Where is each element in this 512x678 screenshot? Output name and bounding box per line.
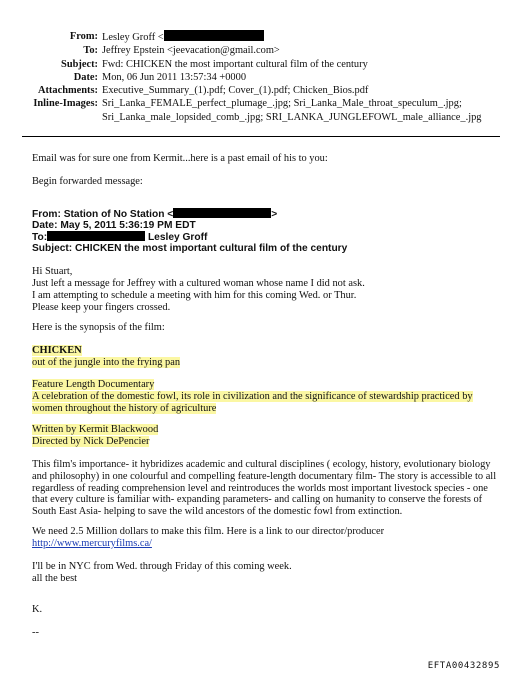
header-inline-images-row [14,97,500,124]
forwarded-header [32,208,347,254]
nyc-line: I'll be in NYC from Wed. through Friday of this coming week. [32,561,292,572]
greeting: Hi Stuart, [32,266,73,277]
header-date-value: Mon, 06 Jun 2011 13:57:34 +0000 [102,71,247,83]
email-header [14,30,500,124]
forwarded-date-row [32,221,347,232]
redaction-bar [47,231,145,241]
film-title: CHICKEN [32,345,82,356]
importance-line: that every culture is familiar with- expanding parameters- and calling on humanity to conserve the forests of [32,494,483,506]
directed-by: Directed by Nick DePencier [32,435,150,447]
forwarded-to-label: To: [32,232,48,244]
header-inline-images-line2: Sri_Lanka_male_lopsided_comb_.jpg; SRI_LANKA_JUNGLEFOWL_male_alliance_.jpg [102,111,482,123]
header-attachments-value: Executive_Summary_(1).pdf; Cover_(1).pdf; Chicken_Bios.pdf [102,85,369,97]
header-date-label: Date: [73,71,98,83]
mercury-films-link[interactable]: http://www.mercuryfilms.ca/ [32,537,152,549]
header-attachments-label: Attachments: [37,85,98,97]
header-from-row [14,30,500,44]
forwarded-date-value: May 5, 2011 5:36:19 PM EDT [60,219,196,231]
intro-paragraph-line: I am attempting to schedule a meeting with him for this coming Wed. or Thur. [32,289,357,301]
intro-line: Email was for sure one from Kermit...here is a past email of his to you: [32,153,328,164]
film-title-block [32,345,180,369]
importance-paragraph [32,459,496,518]
forwarded-from-value: Station of No Station < [63,209,174,220]
funding-paragraph [32,526,384,550]
header-divider [22,136,500,137]
intro-paragraph-line: Please keep your fingers crossed. [32,301,171,313]
written-by: Written by Kermit Blackwood [32,424,159,435]
film-description-line: women throughout the history of agriculture [32,402,217,414]
forwarded-date-label: Date: [32,219,58,231]
header-inline-images-label: Inline-Images: [33,98,98,110]
film-description-block [32,379,473,414]
header-attachments-row [14,84,500,97]
film-description-line: A celebration of the domestic fowl, its role in civilization and the significance of stewardship practiced by [32,390,473,402]
header-inline-images-line1: Sri_Lanka_FEMALE_perfect_plumage_.jpg; Sri_Lanka_Male_throat_speculum_.jpg; [102,98,462,110]
signature-initial: K. [32,604,43,615]
header-subject-value: Fwd: CHICKEN the most important cultural film of the century [102,58,368,70]
nyc-paragraph [32,561,292,585]
header-subject-row [14,58,500,71]
forwarded-to-value: Lesley Groff [147,232,208,244]
film-genre: Feature Length Documentary [32,379,155,390]
forwarded-subject-label: Subject: [32,242,73,254]
document-id: EFTA00432895 [427,661,500,671]
redaction-bar [164,30,264,41]
forwarded-subject-value: CHICKEN the most important cultural film of the century [75,242,348,254]
film-tagline: out of the jungle into the frying pan [32,356,181,368]
signature-dash: -- [32,627,39,638]
header-to-label: To: [83,45,98,57]
begin-forwarded-line: Begin forwarded message: [32,176,143,187]
importance-line: This film's importance- it hybridizes academic and cultural disciplines ( ecology, history, evolutionary biology [32,459,491,470]
intro-paragraph-line: Just left a message for Jeffrey with a cultured woman whose name I did not ask. [32,278,365,289]
header-from-label: From: [69,31,98,42]
header-to-value: Jeffrey Epstein <jeevacation@gmail.com> [102,45,280,57]
forwarded-from-label: From: [32,209,61,220]
header-date-row [14,71,500,84]
redaction-bar [173,208,271,218]
credits-block [32,424,158,448]
forwarded-subject-row [32,244,347,255]
header-from-value: Lesley Groff < [102,32,164,43]
importance-line: and philosophy) in one colourful and compelling feature-length documentary film- The story is accessible to all [32,470,497,482]
header-to-row [14,44,500,57]
synopsis-intro: Here is the synopsis of the film: [32,322,165,333]
importance-line: South East Asia- helping to save the wild ancestors of the domestic fowl from extinction. [32,506,403,518]
funding-line: We need 2.5 Million dollars to make this film. Here is a link to our director/producer [32,526,385,537]
closing-line: all the best [32,572,78,584]
forwarded-from-tail: > [271,209,278,220]
intro-paragraph [32,278,365,313]
importance-line: regardless of reading comprehension level and reintroduces the worlds most important livestock species - one [32,482,488,494]
header-subject-label: Subject: [61,58,98,70]
